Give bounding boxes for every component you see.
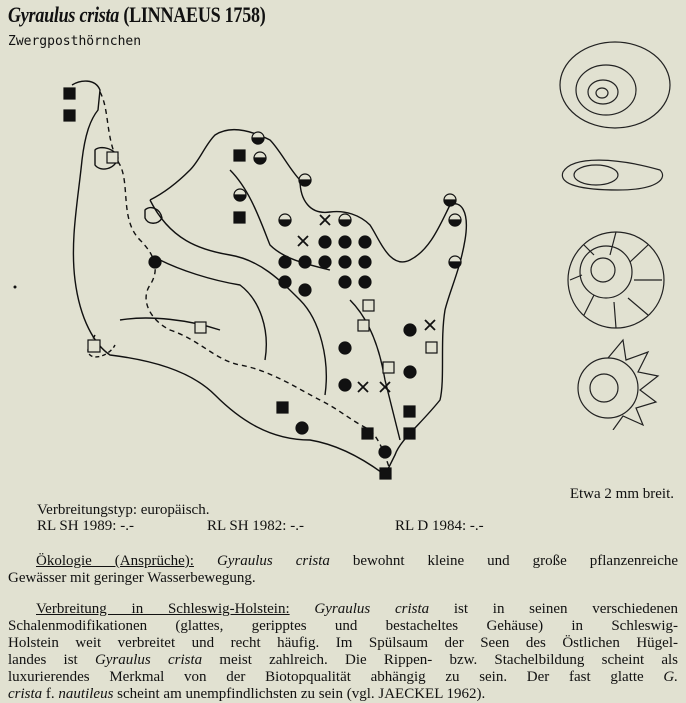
text-line [8,669,678,686]
species-name: Gyraulus crista [216,553,330,569]
shell-spiny-view [578,340,658,430]
red-list-d-1984: RL D 1984: -.- [395,518,484,534]
text-segment [290,601,315,617]
text-segment: luxurierendes Merkmal von der Biotopqualität abhängig zu sein. Der fast glatte [8,669,664,685]
text-line [8,618,678,635]
shell-ribbed-view [568,232,664,328]
text-segment: bewohnt kleine und große pflanzenreiche [329,553,679,569]
text-line [8,635,678,652]
marker-open-square [88,152,437,373]
species-author: (LINNAEUS 1758) [123,2,266,27]
size-note: Etwa 2 mm breit. [569,486,674,502]
red-list-sh-1989: RL SH 1989: -.- [37,518,134,534]
species-name: nautileus [58,686,114,702]
text-segment: meist zahlreich. Die Rippen- bzw. Stachelbildung scheint als [202,652,678,668]
section-heading: Ökologie (Ansprüche): [36,553,194,569]
text-segment: ist in seinen verschiedenen [429,601,679,617]
common-name: Zwergposthörnchen [8,34,142,49]
section-heading: Verbreitung in Schleswig-Holstein: [36,601,290,617]
shell-top-view [560,42,670,128]
text-segment: landes ist [8,652,95,668]
distribution-map [0,60,480,485]
red-list-sh-1982: RL SH 1982: -.- [207,518,304,534]
text-line [8,686,678,703]
text-segment: Schalenmodifikationen (glattes, geripptes und bestacheltes Gehäuse) in Schleswig- [8,618,678,634]
shell-illustrations [548,40,683,430]
text-line [8,652,678,669]
text-line [8,570,678,587]
text-line [8,601,678,618]
shell-side-view [562,160,662,190]
distribution-type: Verbreitungstyp: europäisch. [37,502,210,518]
map-markers [64,88,461,479]
text-segment: Holstein weit verbreitet und recht häufig. Im Spülsaum der Seen des Östlichen Hügel- [8,635,678,651]
text-line [8,553,678,570]
species-name: Gyraulus crista [314,601,430,617]
text-segment [194,553,217,569]
text-segment: scheint am unempfindlichsten zu sein (vgl. JAECKEL 1962). [113,686,486,702]
species-name: crista [8,686,43,702]
ecology-paragraph [8,553,678,587]
species-name: Gyraulus crista [8,2,120,27]
text-segment: f. [42,686,59,702]
text-segment: Gewässer mit geringer Wasserbewegung. [8,570,256,586]
page-title [8,2,266,28]
species-name: Gyraulus crista [94,652,203,668]
species-name: G. [663,669,678,685]
distribution-paragraph [8,601,678,703]
